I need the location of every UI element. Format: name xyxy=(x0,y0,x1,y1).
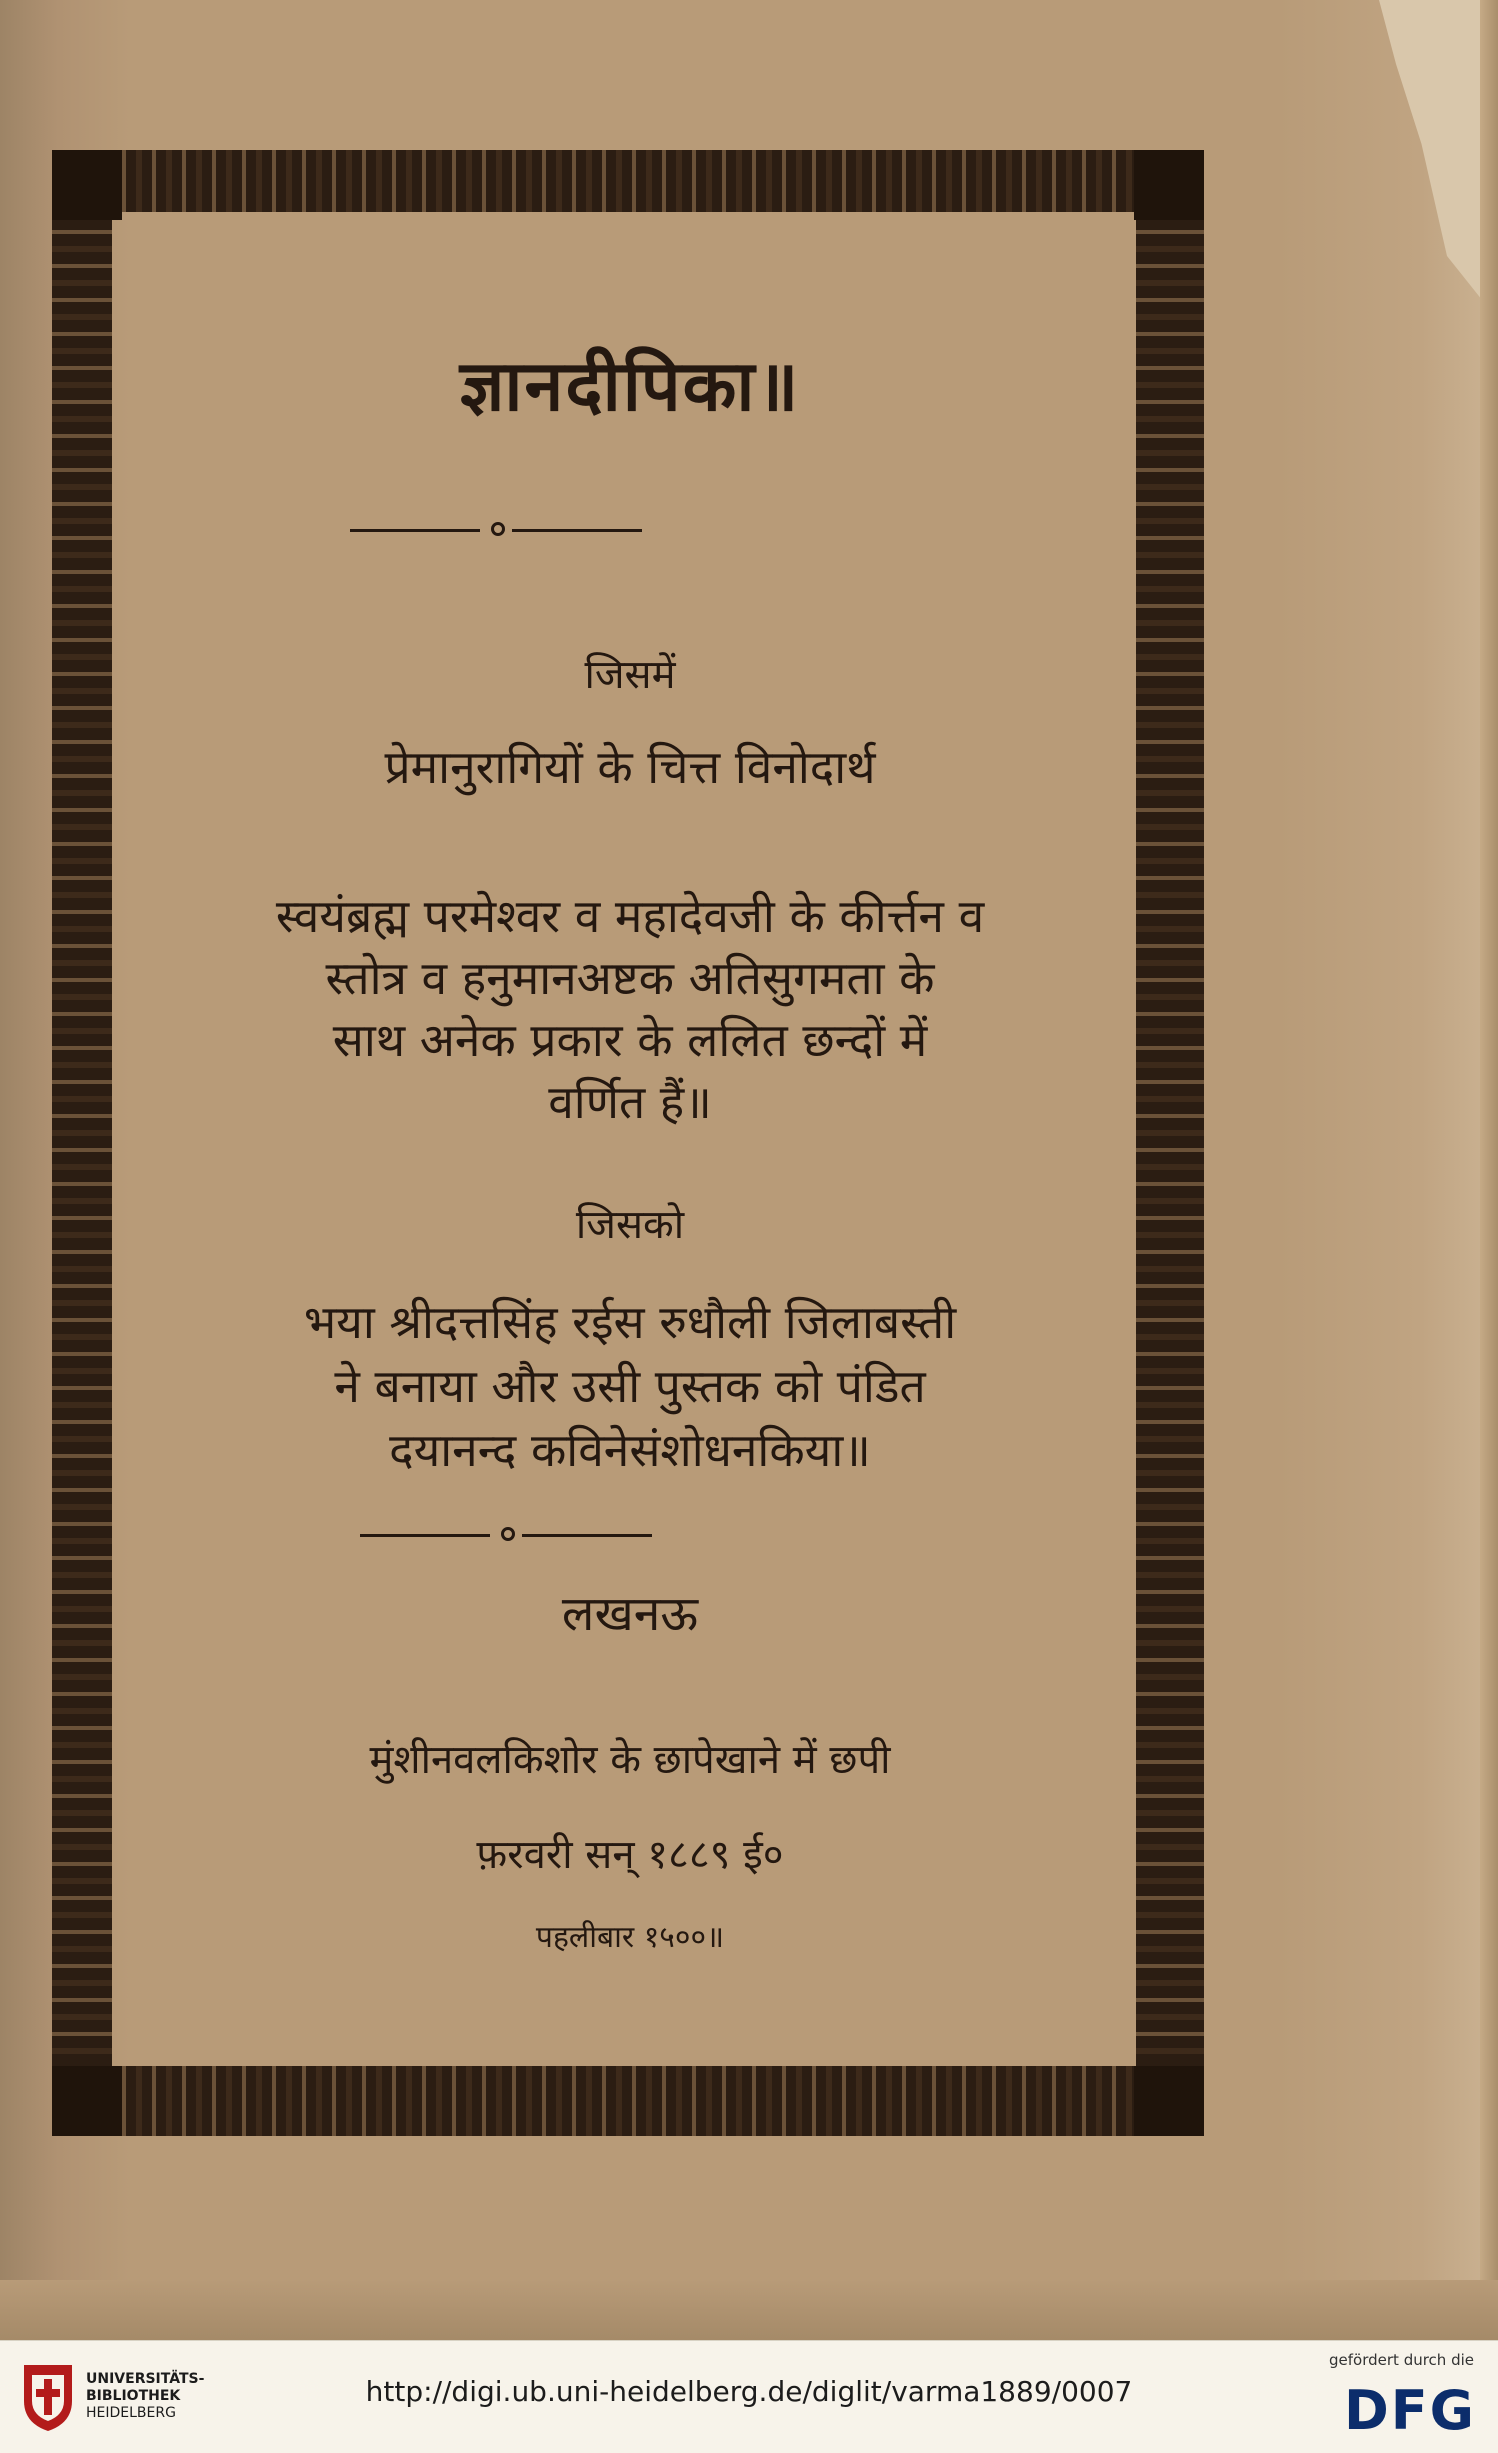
text-line: साथ अनेक प्रकार के ललित छन्दों में xyxy=(332,1013,928,1067)
border-right xyxy=(1136,150,1204,2136)
border-corner xyxy=(1134,2066,1204,2136)
printer-line: मुंशीनवलकिशोर के छापेखाने में छपी xyxy=(369,1737,891,1783)
text-line: स्वयंब्रह्म परमेश्वर व महादेवजी के कीर्त्तन व xyxy=(275,889,985,943)
divider-ornament xyxy=(0,520,1498,540)
text-line: स्तोत्र व हनुमानअष्टक अतिसुगमता के xyxy=(325,951,935,1005)
border-corner xyxy=(52,2066,122,2136)
border-bottom xyxy=(52,2066,1204,2136)
edition-line: पहलीबार १५००॥ xyxy=(535,1920,725,1955)
library-line: BIBLIOTHEK xyxy=(86,2388,181,2404)
permalink[interactable]: http://digi.ub.uni-heidelberg.de/diglit/varma1889/0007 xyxy=(365,2375,1133,2408)
border-corner xyxy=(1134,150,1204,220)
divider-ornament xyxy=(0,1525,1498,1545)
border-top xyxy=(52,150,1204,212)
border-corner xyxy=(52,150,122,220)
page-shadow xyxy=(0,2280,1498,2340)
page-stain xyxy=(1278,0,1498,2340)
description-paragraph xyxy=(130,885,1130,1133)
text-line: वर्णित हैं॥ xyxy=(548,1075,712,1129)
text-line: भया श्रीदत्तसिंह रईस रुधौली जिलाबस्ती xyxy=(303,1295,957,1349)
publication-place: लखनऊ xyxy=(561,1586,699,1642)
library-line: HEIDELBERG xyxy=(86,2405,176,2421)
text-line: जिसमें xyxy=(584,652,676,698)
funding-caption: gefördert durch die xyxy=(1329,2351,1474,2369)
library-line: UNIVERSITÄTS- xyxy=(86,2371,205,2387)
page-spine xyxy=(1480,0,1498,2340)
text-line: दयानन्द कविनेसंशोधनकिया॥ xyxy=(389,1423,871,1477)
viewer-footer xyxy=(0,2340,1498,2453)
border-left xyxy=(52,150,112,2136)
publication-date: फ़रवरी सन् १८८९ ई० xyxy=(476,1832,784,1878)
book-title: ज्ञानदीपिका॥ xyxy=(459,345,801,427)
text-line: ने बनाया और उसी पुस्तक को पंडित xyxy=(334,1359,926,1413)
dfg-logo: DFG xyxy=(1343,2379,1476,2442)
text-line: जिसको xyxy=(575,1202,685,1248)
author-paragraph xyxy=(130,1290,1130,1482)
subtitle-line: प्रेमानुरागियों के चित्त विनोदार्थ xyxy=(384,740,876,794)
